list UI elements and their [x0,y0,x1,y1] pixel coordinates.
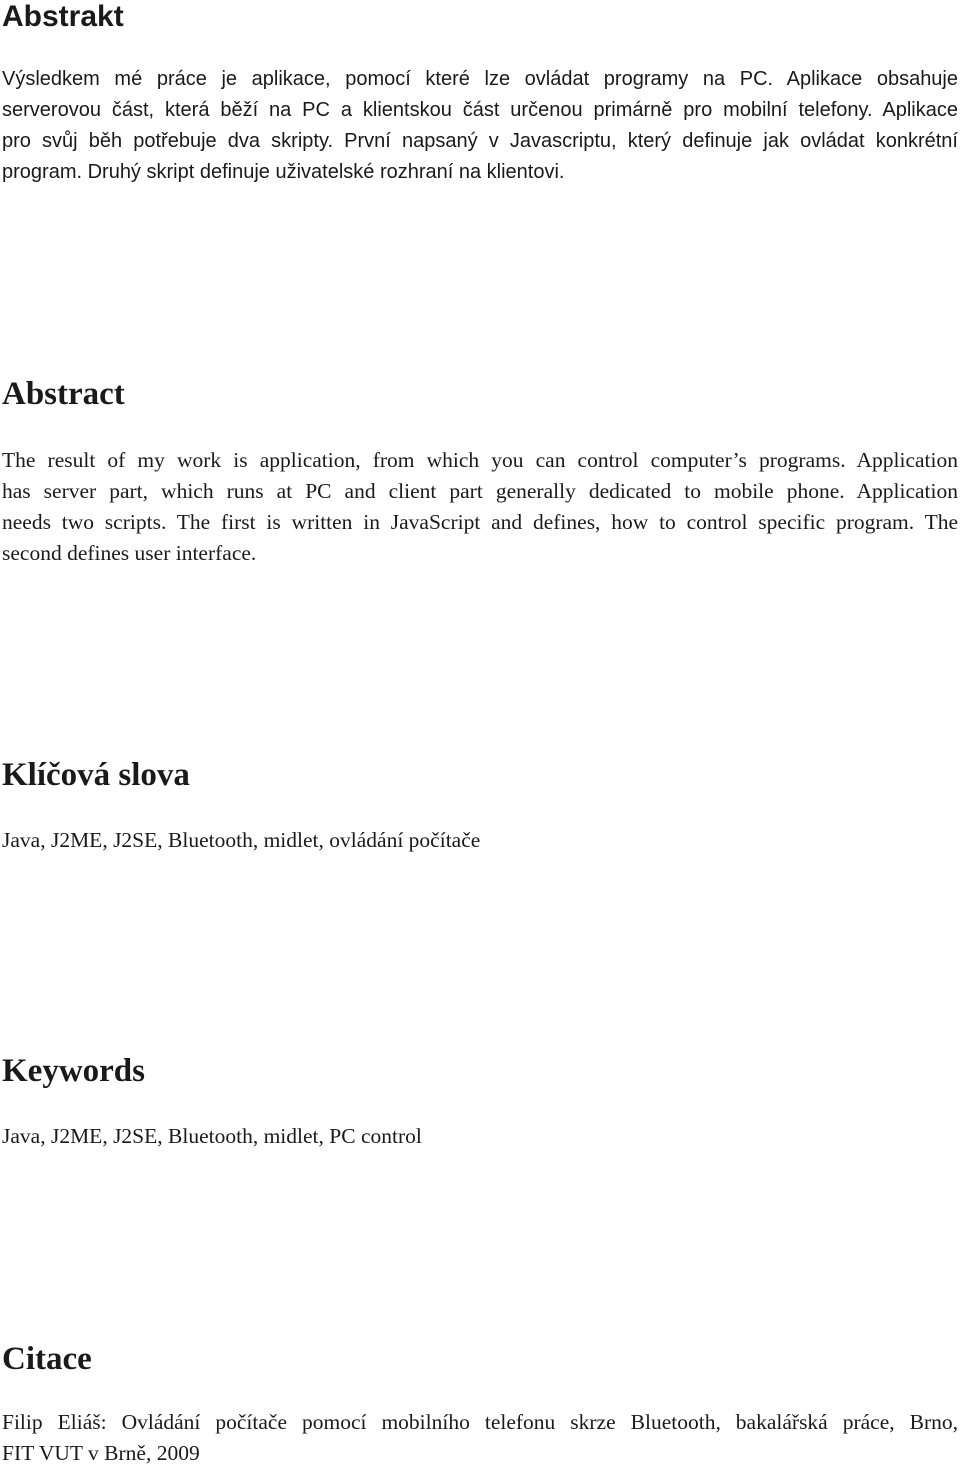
klicova-slova-heading: Klíčová slova [2,757,190,793]
abstract-heading: Abstract [2,376,125,412]
keywords-text: Java, J2ME, J2SE, Bluetooth, midlet, PC control [2,1124,422,1148]
abstract-line: The result of my work is application, from which you can control computer’s programs. Application [2,448,958,472]
abstrakt-line: serverovou část, která běží na PC a klientskou část určenou primárně pro mobilní telefony. Aplikace [2,99,958,121]
abstrakt-line: program. Druhý skript definuje uživatelské rozhraní na klientovi. [2,161,565,183]
abstract-section [2,376,958,565]
keywords-section [2,1053,958,1148]
keywords-heading: Keywords [2,1053,145,1089]
abstract-line: needs two scripts. The first is written in JavaScript and defines, how to control specific program. The [2,510,958,534]
abstrakt-heading: Abstrakt [2,0,124,33]
abstrakt-line: pro svůj běh potřebuje dva skripty. První napsaný v Javascriptu, který definuje jak ovládat konkrétní [2,130,958,152]
abstract-line: second defines user interface. [2,541,257,565]
abstract-line: has server part, which runs at PC and client part generally dedicated to mobile phone. Application [2,479,958,503]
citace-heading: Citace [2,1341,92,1377]
klicova-slova-section [2,757,958,852]
klicova-slova-text: Java, J2ME, J2SE, Bluetooth, midlet, ovládání počítače [2,828,481,852]
abstrakt-paragraph [2,64,958,188]
citace-line: Filip Eliáš: Ovládání počítače pomocí mobilního telefonu skrze Bluetooth, bakalářská práce, Brno, [2,1410,958,1434]
abstrakt-section [2,0,958,183]
citace-section [2,1341,958,1465]
citace-line: FIT VUT v Brně, 2009 [2,1441,200,1465]
citace-paragraph [2,1407,958,1469]
abstrakt-line: Výsledkem mé práce je aplikace, pomocí které lze ovládat programy na PC. Aplikace obsahuje [2,68,958,90]
abstract-paragraph [2,445,958,569]
